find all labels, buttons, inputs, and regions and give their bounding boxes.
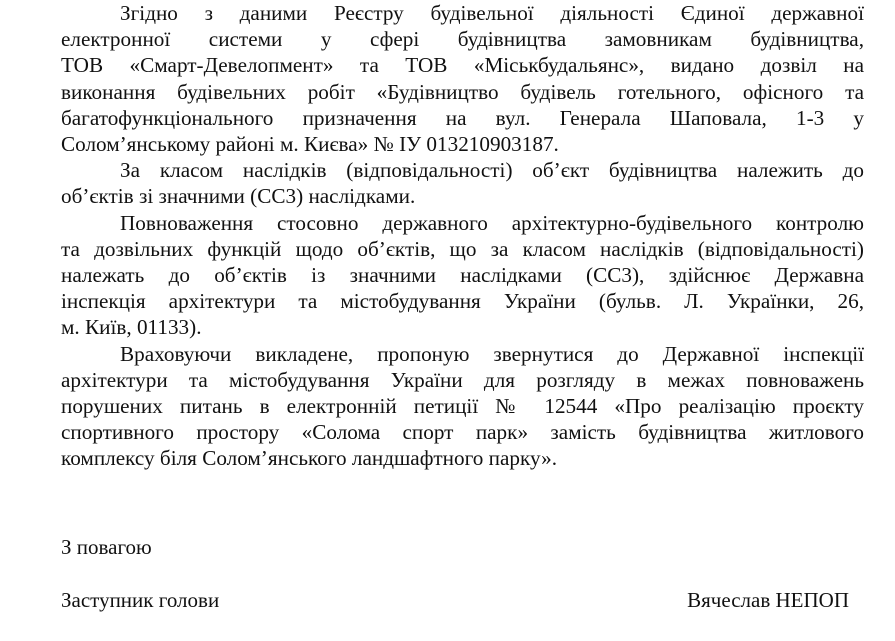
text-line: Солом’янському районі м. Києва» № ІУ 013210903187.	[61, 132, 559, 157]
text-line: ТОВ «Смарт-Девелопмент» та ТОВ «Міськбудальянс», видано дозвіл на	[61, 53, 864, 78]
text-line: об’єктів зі значними (СС3) наслідками.	[61, 184, 416, 209]
text-line: багатофункціонального призначення на вул. Генерала Шаповала, 1-3 у	[61, 105, 864, 130]
text-line: За класом наслідків (відповідальності) об’єкт будівництва належить до	[120, 158, 864, 183]
signatory-name: Вячеслав НЕПОП	[687, 588, 849, 612]
paragraph-authority	[61, 210, 864, 341]
text-line: Враховуючи викладене, пропоную звернутися до Державної інспекції	[120, 341, 864, 366]
letter-body	[61, 0, 864, 472]
text-line: виконання будівельних робіт «Будівництво будівель готельного, офісного та	[61, 79, 864, 104]
text-line: інспекція архітектури та містобудування України (бульв. Л. Українки, 26,	[61, 289, 864, 314]
text-line: та дозвільних функцій щодо об’єктів, що за класом наслідків (відповідальності)	[61, 236, 864, 261]
text-line: комплексу біля Солом’янського ландшафтного парку».	[61, 446, 558, 471]
text-line: архітектури та містобудування України для розгляду в межах повноважень	[61, 367, 864, 392]
text-line: порушених питань в електронній петиції № 12544 «Про реалізацію проєкту	[61, 394, 864, 419]
paragraph-consequence-class	[61, 157, 864, 209]
paragraph-permit-info	[61, 0, 864, 157]
text-line: належать до об’єктів із значними наслідками (СС3), здійснює Державна	[61, 263, 864, 288]
signature-block	[61, 587, 849, 613]
text-line: електронної системи у сфері будівництва замовникам будівництва,	[61, 27, 864, 52]
signatory-position: Заступник голови	[61, 588, 220, 612]
closing-salutation: З повагою	[61, 535, 152, 559]
text-line: спортивного простору «Солома спорт парк» замість будівництва житлового	[61, 420, 864, 445]
text-line: м. Київ, 01133).	[61, 315, 202, 340]
paragraph-recommendation	[61, 341, 864, 472]
text-line: Повноваження стосовно державного архітектурно-будівельного контролю	[120, 210, 864, 235]
text-line: Згідно з даними Реєстру будівельної діяльності Єдиної державної	[120, 1, 864, 25]
